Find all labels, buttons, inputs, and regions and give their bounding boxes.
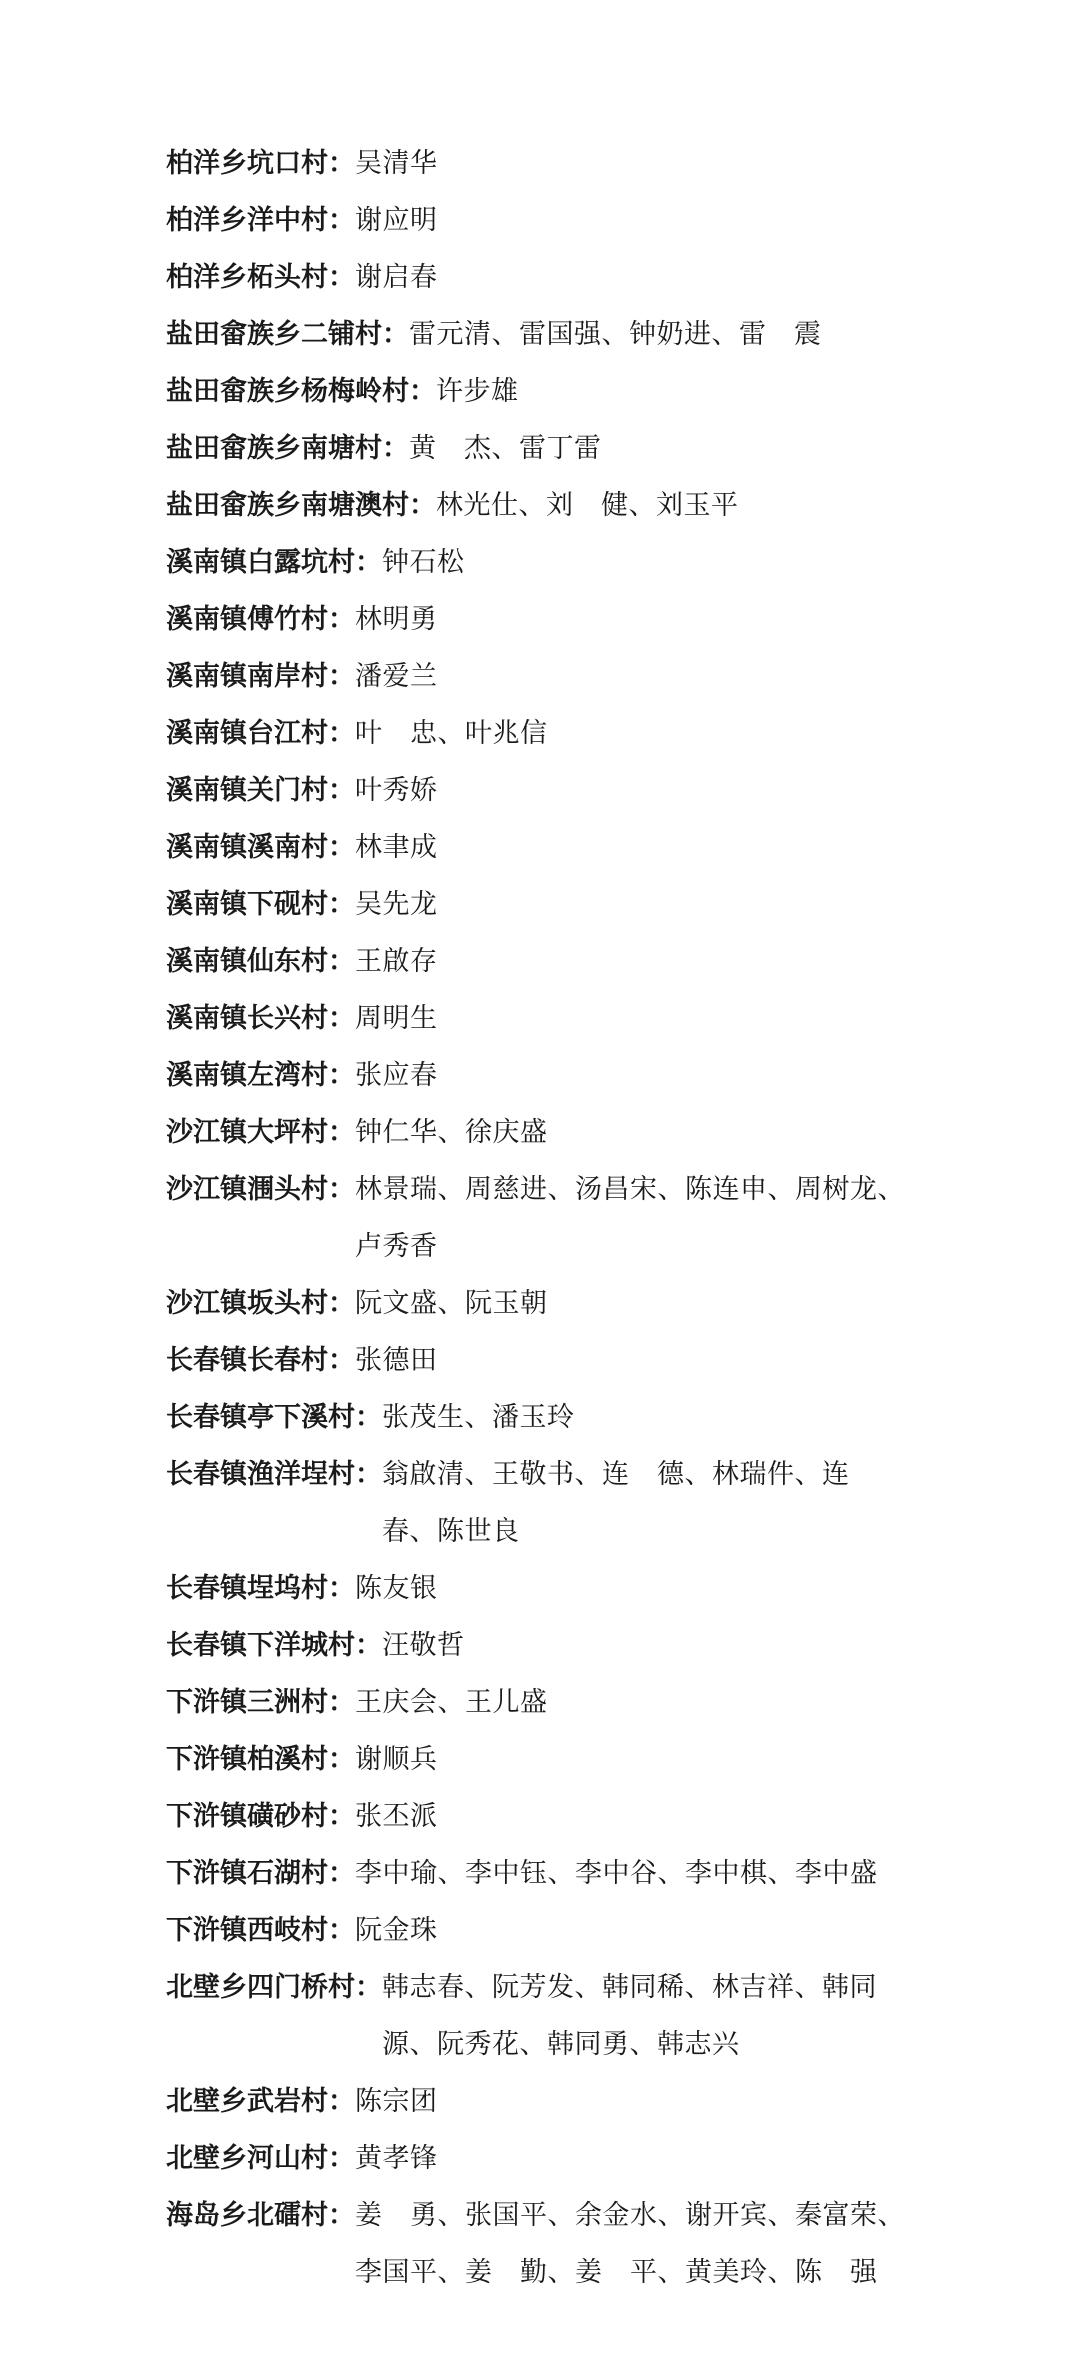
person-names: 谢启春 bbox=[355, 262, 438, 293]
village-label: 盐田畲族乡南塘澳村： bbox=[166, 490, 436, 521]
village-label: 下浒镇石湖村： bbox=[166, 1858, 355, 1889]
village-label: 长春镇埕坞村： bbox=[166, 1573, 355, 1604]
list-item bbox=[166, 933, 926, 990]
person-names: 陈宗团 bbox=[355, 2086, 438, 2117]
village-label: 下浒镇磺砂村： bbox=[166, 1801, 355, 1832]
person-names: 钟仁华、徐庆盛 bbox=[355, 1117, 548, 1148]
village-label: 盐田畲族乡二铺村： bbox=[166, 319, 409, 350]
person-names: 潘爱兰 bbox=[355, 661, 438, 692]
person-names: 许步雄 bbox=[436, 376, 519, 407]
person-names: 林景瑞、周慈进、汤昌宋、陈连申、周树龙、卢秀香 bbox=[355, 1174, 905, 1262]
village-label: 溪南镇左湾村： bbox=[166, 1060, 355, 1091]
list-item bbox=[166, 1104, 926, 1161]
list-item bbox=[166, 1959, 926, 2073]
person-names: 钟石松 bbox=[382, 547, 465, 578]
person-names: 雷元清、雷国强、钟奶进、雷 震 bbox=[409, 319, 822, 350]
village-label: 长春镇长春村： bbox=[166, 1345, 355, 1376]
village-label: 沙江镇坂头村： bbox=[166, 1288, 355, 1319]
list-item bbox=[166, 1902, 926, 1959]
person-names: 林聿成 bbox=[355, 832, 438, 863]
list-item bbox=[166, 1389, 926, 1446]
village-label: 北壁乡河山村： bbox=[166, 2143, 355, 2174]
list-item bbox=[166, 1731, 926, 1788]
village-name-list bbox=[166, 135, 926, 2301]
person-names: 谢应明 bbox=[355, 205, 438, 236]
village-label: 溪南镇长兴村： bbox=[166, 1003, 355, 1034]
person-names: 姜 勇、张国平、余金水、谢开宾、秦富荣、李国平、姜 勤、姜 平、黄美玲、陈 强 bbox=[355, 2200, 905, 2288]
list-item bbox=[166, 135, 926, 192]
village-label: 溪南镇南岸村： bbox=[166, 661, 355, 692]
village-label: 沙江镇大坪村： bbox=[166, 1117, 355, 1148]
person-names: 张应春 bbox=[355, 1060, 438, 1091]
village-label: 下浒镇三洲村： bbox=[166, 1687, 355, 1718]
list-item bbox=[166, 819, 926, 876]
list-item bbox=[166, 1845, 926, 1902]
village-label: 北壁乡武岩村： bbox=[166, 2086, 355, 2117]
person-names: 阮文盛、阮玉朝 bbox=[355, 1288, 548, 1319]
person-names: 吴清华 bbox=[355, 148, 438, 179]
village-label: 盐田畲族乡南塘村： bbox=[166, 433, 409, 464]
list-item bbox=[166, 1047, 926, 1104]
person-names: 王啟存 bbox=[355, 946, 438, 977]
list-item bbox=[166, 192, 926, 249]
list-item bbox=[166, 762, 926, 819]
person-names: 陈友银 bbox=[355, 1573, 438, 1604]
list-item bbox=[166, 534, 926, 591]
village-label: 长春镇下洋城村： bbox=[166, 1630, 382, 1661]
village-label: 下浒镇柏溪村： bbox=[166, 1744, 355, 1775]
person-names: 叶 忠、叶兆信 bbox=[355, 718, 548, 749]
list-item bbox=[166, 2073, 926, 2130]
list-item bbox=[166, 2130, 926, 2187]
person-names: 谢顺兵 bbox=[355, 1744, 438, 1775]
list-item bbox=[166, 1332, 926, 1389]
list-item bbox=[166, 420, 926, 477]
list-item bbox=[166, 876, 926, 933]
village-label: 下浒镇西岐村： bbox=[166, 1915, 355, 1946]
person-names: 林明勇 bbox=[355, 604, 438, 635]
village-label: 海岛乡北礌村： bbox=[166, 2200, 355, 2231]
list-item bbox=[166, 1617, 926, 1674]
person-names: 汪敬哲 bbox=[382, 1630, 465, 1661]
person-names: 吴先龙 bbox=[355, 889, 438, 920]
village-label: 溪南镇关门村： bbox=[166, 775, 355, 806]
list-item bbox=[166, 705, 926, 762]
list-item bbox=[166, 1788, 926, 1845]
list-item bbox=[166, 1161, 926, 1275]
person-names: 王庆会、王儿盛 bbox=[355, 1687, 548, 1718]
village-label: 溪南镇下砚村： bbox=[166, 889, 355, 920]
village-label: 柏洋乡坑口村： bbox=[166, 148, 355, 179]
list-item bbox=[166, 363, 926, 420]
village-label: 溪南镇溪南村： bbox=[166, 832, 355, 863]
person-names: 林光仕、刘 健、刘玉平 bbox=[436, 490, 739, 521]
village-label: 柏洋乡柘头村： bbox=[166, 262, 355, 293]
list-item bbox=[166, 1275, 926, 1332]
list-item bbox=[166, 990, 926, 1047]
list-item bbox=[166, 591, 926, 648]
village-label: 北壁乡四门桥村： bbox=[166, 1972, 382, 2003]
person-names: 叶秀娇 bbox=[355, 775, 438, 806]
list-item bbox=[166, 1446, 926, 1560]
village-label: 盐田畲族乡杨梅岭村： bbox=[166, 376, 436, 407]
person-names: 周明生 bbox=[355, 1003, 438, 1034]
list-item bbox=[166, 1674, 926, 1731]
list-item bbox=[166, 249, 926, 306]
person-names: 李中瑜、李中钰、李中谷、李中棋、李中盛 bbox=[355, 1858, 878, 1889]
village-label: 溪南镇仙东村： bbox=[166, 946, 355, 977]
list-item bbox=[166, 648, 926, 705]
list-item bbox=[166, 306, 926, 363]
village-label: 溪南镇台江村： bbox=[166, 718, 355, 749]
person-names: 张丕派 bbox=[355, 1801, 438, 1832]
person-names: 张德田 bbox=[355, 1345, 438, 1376]
village-label: 柏洋乡洋中村： bbox=[166, 205, 355, 236]
person-names: 黄孝锋 bbox=[355, 2143, 438, 2174]
person-names: 翁啟清、王敬书、连 德、林瑞件、连 春、陈世良 bbox=[382, 1459, 877, 1547]
person-names: 阮金珠 bbox=[355, 1915, 438, 1946]
list-item bbox=[166, 477, 926, 534]
village-label: 沙江镇涠头村： bbox=[166, 1174, 355, 1205]
person-names: 韩志春、阮芳发、韩同稀、林吉祥、韩同源、阮秀花、韩同勇、韩志兴 bbox=[382, 1972, 877, 2060]
list-item bbox=[166, 2187, 926, 2301]
village-label: 溪南镇白露坑村： bbox=[166, 547, 382, 578]
village-label: 溪南镇傅竹村： bbox=[166, 604, 355, 635]
village-label: 长春镇渔洋埕村： bbox=[166, 1459, 382, 1490]
list-item bbox=[166, 1560, 926, 1617]
village-label: 长春镇亭下溪村： bbox=[166, 1402, 382, 1433]
person-names: 黄 杰、雷丁雷 bbox=[409, 433, 602, 464]
person-names: 张茂生、潘玉玲 bbox=[382, 1402, 575, 1433]
